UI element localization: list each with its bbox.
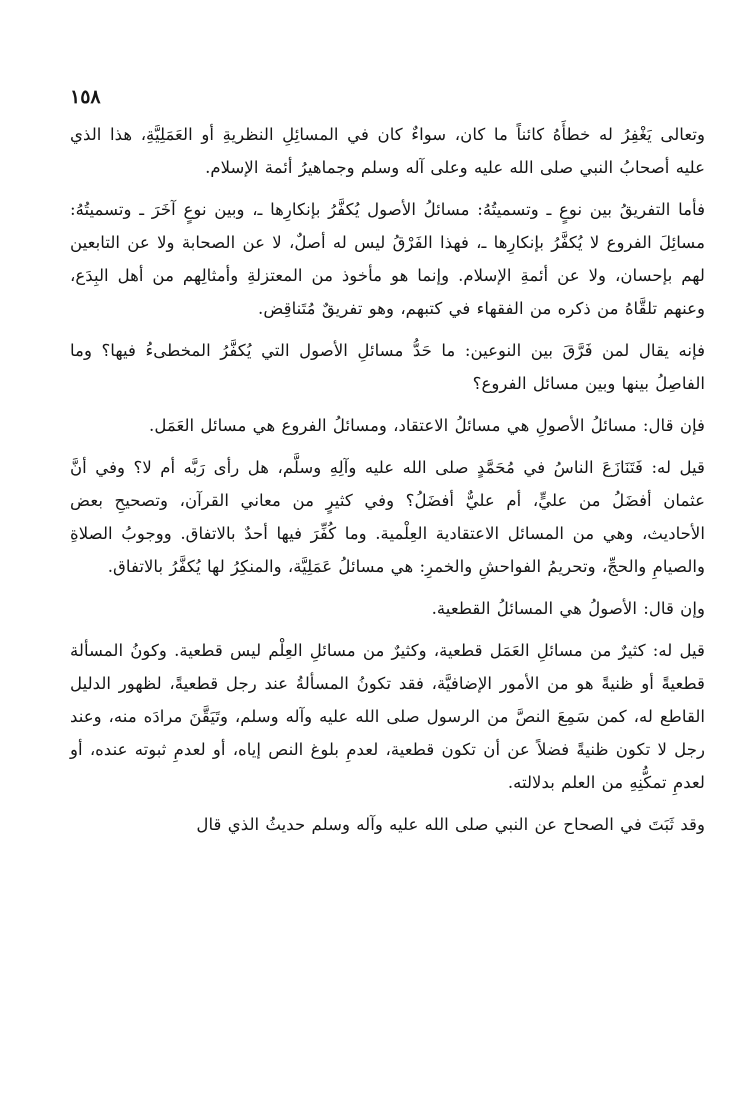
paragraph-4: فإن قال: مسائلُ الأصولِ هي مسائلُ الاعتقاد، ومسائلُ الفروع هي مسائل العَمَل. bbox=[149, 416, 705, 435]
paragraph-5: قيل له: فَتَنَازَعَ الناسُ في مُحَمَّدٍ صلى الله عليه وآلِهِ وسلَّم، هل رأى رَبَّه أم لا؟ وفي أنَّ عثمان أفضَلُ من عليٍّ، أم عليٌّ أفضَلُ؟ وفي كثيرٍ من معاني القرآن، وتصحيحِ بعض الأحاديث، وهي من المسائل الاعتقادية العِلْمية. وما كُفِّرَ فيها أحدٌ بالاتفاق. ووجوبُ الصلاةِ والصيامِ والحجِّ، وتحريمُ الفواحشِ والخمرِ: هي مسائلُ عَمَلِيَّة، والمنكِرُ لها يُكفَّرُ بالاتفاق. bbox=[70, 458, 705, 576]
paragraph-2: فأما التفريقُ بين نوعٍ ـ وتسميتُهُ: مسائلُ الأصول يُكفَّرُ بإنكارِها ـ، وبين نوعٍ آخَرَ ـ وتسميتُهُ: مسائِلَ الفروع لا يُكفَّرُ بإنكارِها ـ، فهذا الفَرْقُ ليس له أصلٌ، لا عن الصحابة ولا عن التابعين لهم بإحسان، ولا عن أئمةِ الإسلام. وإنما هو مأخوذ من المعتزلةِ وأمثالِهم من أهل البِدَع، وعنهم تلقَّاهُ من ذكره من الفقهاء في كتبهم، وهو تفريقٌ مُتَناقِض. bbox=[70, 200, 705, 318]
page-number: ١٥٨ bbox=[70, 86, 101, 108]
paragraph-7: قيل له: كثيرٌ من مسائلِ العَمَل قطعية، وكثيرٌ من مسائلِ العِلْم ليس قطعية. وكونُ المسألة قطعيةً أو ظنيةً هو من الأمور الإضافيَّة، فقد تكونُ المسألةُ عند رجل قطعيةً، لظهور الدليل القاطع له، كمن سَمِعَ النصَّ من الرسول صلى الله عليه وآله وسلم، وتَيَقَّنَ مرادَه منه، وعند رجل لا تكون ظنيةً فضلاً عن أن تكون قطعية، لعدمِ بلوغ النص إياه، أو لعدمِ ثبوته عنده، أو لعدمِ تمكُّنِهِ من العلم بدلالته. bbox=[70, 641, 705, 792]
paragraph-6: وإن قال: الأصولُ هي المسائلُ القطعية. bbox=[431, 599, 705, 618]
paragraph-8: وقد ثَبَتَ في الصحاح عن النبي صلى الله عليه وآله وسلم حديثُ الذي قال bbox=[196, 815, 705, 834]
paragraph-1: وتعالى يَغْفِرُ له خطأَهُ كائناً ما كان، سواءٌ كان في المسائِلِ النظريةِ أو العَمَلِيَّةِ، هذا الذي عليه أصحابُ النبي صلى الله عليه وعلى آله وسلم وجماهيرُ أئمة الإسلام. bbox=[70, 125, 705, 177]
paragraph-3: فإنه يقال لمن فَرَّقَ بين النوعين: ما حَدُّ مسائلِ الأصول التي يُكفَّرُ المخطىءُ فيها؟ وما الفاصِلُ بينها وبين مسائل الفروع؟ bbox=[70, 341, 705, 393]
document-page bbox=[70, 84, 705, 1078]
